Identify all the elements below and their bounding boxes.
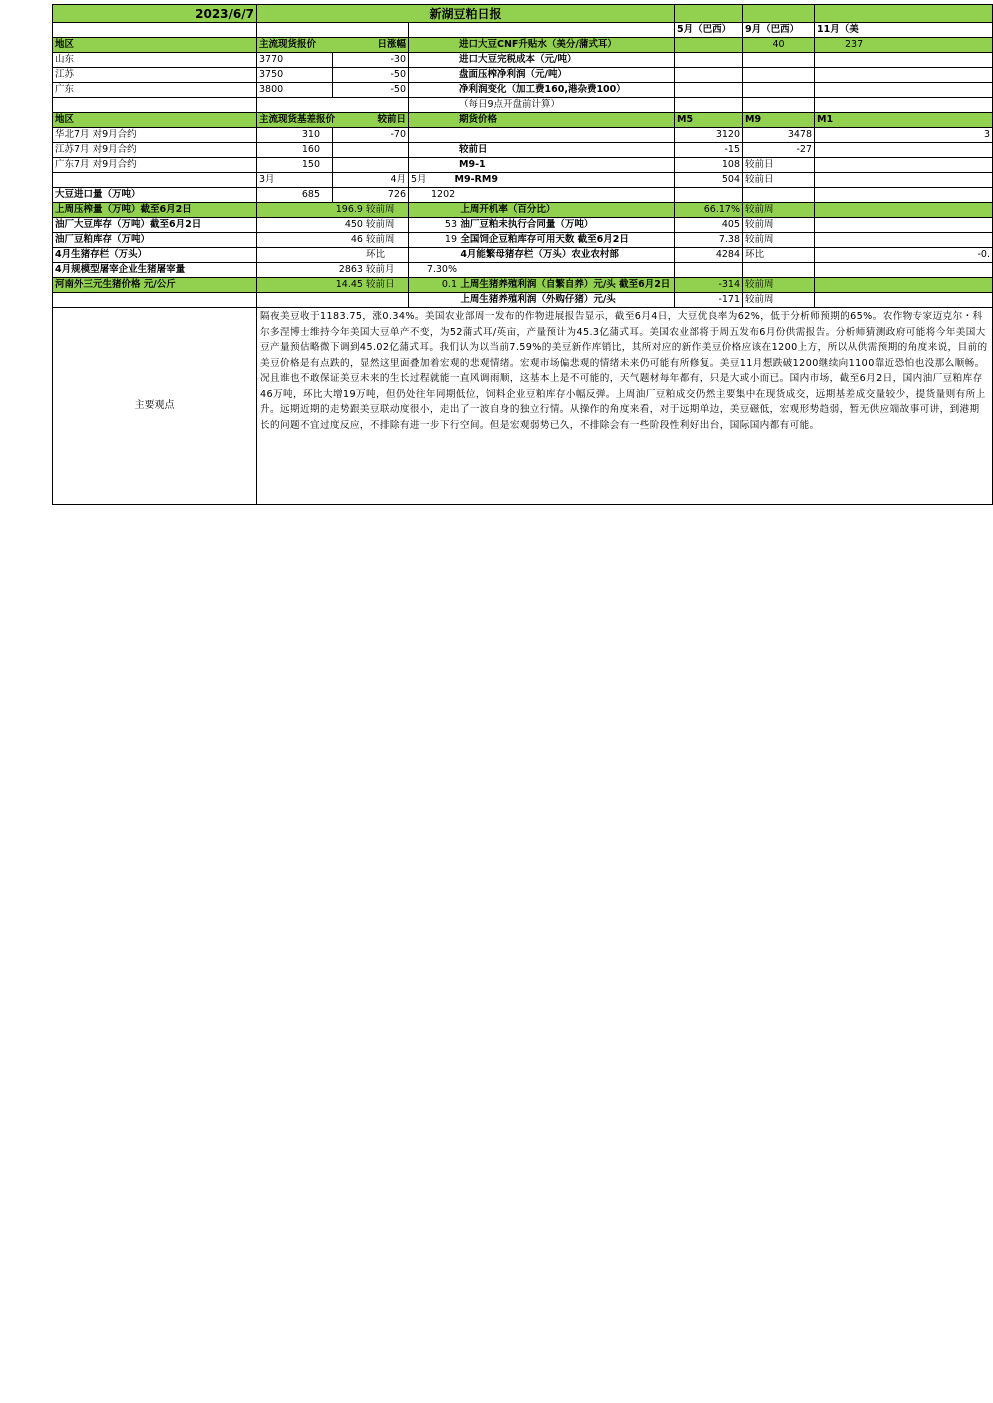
report-date: 2023/6/7 — [53, 5, 257, 23]
spot-side-label: 进口大豆完税成本（元/吨） — [409, 53, 675, 68]
stat-value-2: -314 — [675, 278, 743, 293]
spot-price: 3770 — [257, 53, 333, 68]
spot-side-label: 盘面压榨净利润（元/吨） — [409, 68, 675, 83]
stat-value-2: -171 — [675, 293, 743, 308]
basis-region: 江苏7月 对9月合约 — [53, 143, 257, 158]
stat-compare-2 — [743, 263, 815, 278]
futures-value-b: 较前日 — [743, 158, 815, 173]
spreadsheet — [52, 4, 990, 505]
stat-last — [815, 233, 993, 248]
stat-value-2: 7.38 — [675, 233, 743, 248]
futures-label: 较前日 — [409, 143, 675, 158]
stat-second: 19 全国饲企豆粕库存可用天数 截至6月2日 — [409, 233, 675, 248]
stats-row — [53, 203, 993, 218]
stat-value: 46 较前周 — [257, 233, 409, 248]
basis-row — [53, 158, 993, 173]
spot-change: -50 — [333, 83, 409, 98]
futures-value-c — [815, 158, 993, 173]
stat-last — [815, 218, 993, 233]
stat-second: 7.30% — [409, 263, 675, 278]
stat-second: 0.1 上周生猪养殖利润（自繁自养）元/头 截至6月2日 — [409, 278, 675, 293]
spot-price: 3750 — [257, 68, 333, 83]
stat-last — [815, 293, 993, 308]
futures-value-b: -27 — [743, 143, 815, 158]
futures-value-a: 3120 — [675, 128, 743, 143]
stat-last — [815, 263, 993, 278]
stats-row — [53, 248, 993, 263]
stat-compare-2: 较前周 — [743, 278, 815, 293]
basis-price: 160 — [257, 143, 333, 158]
month-3: 3月 — [257, 173, 333, 188]
futures-m9-header: M9 — [743, 113, 815, 128]
stats-row — [53, 233, 993, 248]
spot-region: 江苏 — [53, 68, 257, 83]
spot-change: -30 — [333, 53, 409, 68]
spot-region: 广东 — [53, 83, 257, 98]
stat-value-2 — [675, 263, 743, 278]
stat-value: 450 较前周 — [257, 218, 409, 233]
stats-row — [53, 293, 993, 308]
spot-change: -50 — [333, 68, 409, 83]
months-row — [53, 173, 993, 188]
import-v3: 685 — [257, 188, 333, 203]
stat-second: 上周开机率（百分比） — [409, 203, 675, 218]
futures-header: 期货价格 — [409, 113, 675, 128]
stat-label — [53, 293, 257, 308]
cnf-value-9: 40 — [743, 38, 815, 53]
notes-text: 隔夜美豆收于1183.75，涨0.34%。美国农业部周一发布的作物进展报告显示，截至6月4日，大豆优良率为62%，低于分析师预期的65%。农作物专家迈克尔・科尔多涅博士维持今年美国大豆单产不变，为52蒲式耳/英亩，产量预计为45.3亿蒲式耳。美国农业部将于周五发布6月份供需报告。分析师猜测政府可能将今年美国大豆产量预估略微下调到45.02亿蒲式耳。我们认为以当前7.59%的美豆新作库销比，其所对应的新作美豆价格应该在1200上方，所以从供需预期的角度来说，目前的美豆价格是有点跌的，显然这里面叠加着宏观的悲观情绪。宏观市场偏悲观的情绪未来仍可能有所修复。美豆11月想跌破1200继续向1100靠近恐怕也没那么顺畅。况且谁也不敢保证美豆未来的生长过程就能一直风调雨顺，这基本上是不可能的，天气题材每年都有，只是大或小而已。国内市场，截至6月2日，国内油厂豆粕库存46万吨，环比大增19万吨，但仍处往年同期低位，饲料企业豆粕库存小幅反弹。上周油厂豆粕成交仍然主要集中在现货成交，远期基差成交量较少，提货量则有所上升。远期近期的走势跟美豆联动度很小，走出了一波自身的独立行情。从操作的角度来看，对于远期单边，美豆磁低，宏观形势趋弱，暂无供应端故事可讲，到港期长的问题不宜过度反应，不排除有进一步下行空间。但是宏观弱势已久，不排除会有一些阶段性利好出台，国际国内都有可能。 — [257, 308, 993, 505]
futures-value-a: -15 — [675, 143, 743, 158]
stat-value-2: 405 — [675, 218, 743, 233]
stat-last — [815, 278, 993, 293]
basis-header-row — [53, 113, 993, 128]
stat-value: 2863 较前月 — [257, 263, 409, 278]
basis-region: 广东7月 对9月合约 — [53, 158, 257, 173]
stats-row — [53, 218, 993, 233]
basis-row — [53, 128, 993, 143]
calc-note-row — [53, 98, 993, 113]
notes-row — [53, 308, 993, 505]
stats-row — [53, 263, 993, 278]
futures-value-b: 3478 — [743, 128, 815, 143]
basis-price: 310 — [257, 128, 333, 143]
cnf-month-5: 5月（巴西） — [675, 23, 743, 38]
report-title: 新湖豆粕日报 — [257, 5, 675, 23]
stat-label: 油厂大豆库存（万吨）截至6月2日 — [53, 218, 257, 233]
basis-row — [53, 143, 993, 158]
spread-value: 504 — [675, 173, 743, 188]
cnf-label: 进口大豆CNF升贴水（美分/蒲式耳） — [409, 38, 675, 53]
stat-value — [257, 293, 409, 308]
spot-price: 3800 — [257, 83, 333, 98]
spot-region-header: 地区 — [53, 38, 257, 53]
stat-label: 油厂豆粕库存（万吨） — [53, 233, 257, 248]
futures-m5-header: M5 — [675, 113, 743, 128]
spot-row — [53, 83, 993, 98]
futures-value-c: 3 — [815, 128, 993, 143]
basis-region-header: 地区 — [53, 113, 257, 128]
stat-label: 4月生猪存栏（万头） — [53, 248, 257, 263]
spread-compare: 较前日 — [743, 173, 815, 188]
basis-change — [333, 158, 409, 173]
import-v4: 726 — [333, 188, 409, 203]
stat-compare-2: 环比 — [743, 248, 815, 263]
title-row — [53, 5, 993, 23]
cnf-month-11: 11月（美 — [815, 23, 993, 38]
stat-compare-2: 较前周 — [743, 293, 815, 308]
basis-price: 150 — [257, 158, 333, 173]
stat-last — [815, 203, 993, 218]
cnf-header-row — [53, 23, 993, 38]
futures-label: M9-1 — [409, 158, 675, 173]
stat-compare-2: 较前周 — [743, 233, 815, 248]
spot-row — [53, 53, 993, 68]
notes-label: 主要观点 — [53, 308, 257, 505]
stat-label: 河南外三元生猪价格 元/公斤 — [53, 278, 257, 293]
month-4: 4月 — [333, 173, 409, 188]
stat-second: 4月能繁母猪存栏（万头）农业农村部 — [409, 248, 675, 263]
stat-value-2: 4284 — [675, 248, 743, 263]
stat-last: -0. — [815, 248, 993, 263]
month-5-and-spread: 5月 M9-RM9 — [409, 173, 675, 188]
stat-value: 14.45 较前日 — [257, 278, 409, 293]
spot-region: 山东 — [53, 53, 257, 68]
basis-region: 华北7月 对9月合约 — [53, 128, 257, 143]
stat-label: 4月规模型屠宰企业生猪屠宰量 — [53, 263, 257, 278]
import-label: 大豆进口量（万吨） — [53, 188, 257, 203]
stat-value: 196.9 较前周 — [257, 203, 409, 218]
stat-value: 环比 — [257, 248, 409, 263]
stat-second: 上周生猪养殖利润（外购仔猪）元/头 — [409, 293, 675, 308]
report-table — [52, 4, 993, 505]
spot-side-label: 净利润变化（加工费160,港杂费100） — [409, 83, 675, 98]
spot-price-header: 主流现货报价 日涨幅 — [257, 38, 409, 53]
stat-value-2: 66.17% — [675, 203, 743, 218]
cnf-value-11: 237 — [815, 38, 993, 53]
futures-value-c — [815, 143, 993, 158]
basis-price-header: 主流现货基差报价 较前日 — [257, 113, 409, 128]
spot-header-row — [53, 38, 993, 53]
import-v5: 1202 — [409, 188, 675, 203]
basis-change — [333, 143, 409, 158]
basis-change: -70 — [333, 128, 409, 143]
stat-compare-2: 较前周 — [743, 203, 815, 218]
stat-second: 53 油厂豆粕未执行合同量（万吨） — [409, 218, 675, 233]
futures-label — [409, 128, 675, 143]
import-row — [53, 188, 993, 203]
futures-m1-header: M1 — [815, 113, 993, 128]
stat-label: 上周压榨量（万吨）截至6月2日 — [53, 203, 257, 218]
spot-row — [53, 68, 993, 83]
cnf-month-9: 9月（巴西） — [743, 23, 815, 38]
calc-note: （每日9点开盘前计算） — [409, 98, 675, 113]
futures-value-a: 108 — [675, 158, 743, 173]
stat-compare-2: 较前周 — [743, 218, 815, 233]
stats-row — [53, 278, 993, 293]
